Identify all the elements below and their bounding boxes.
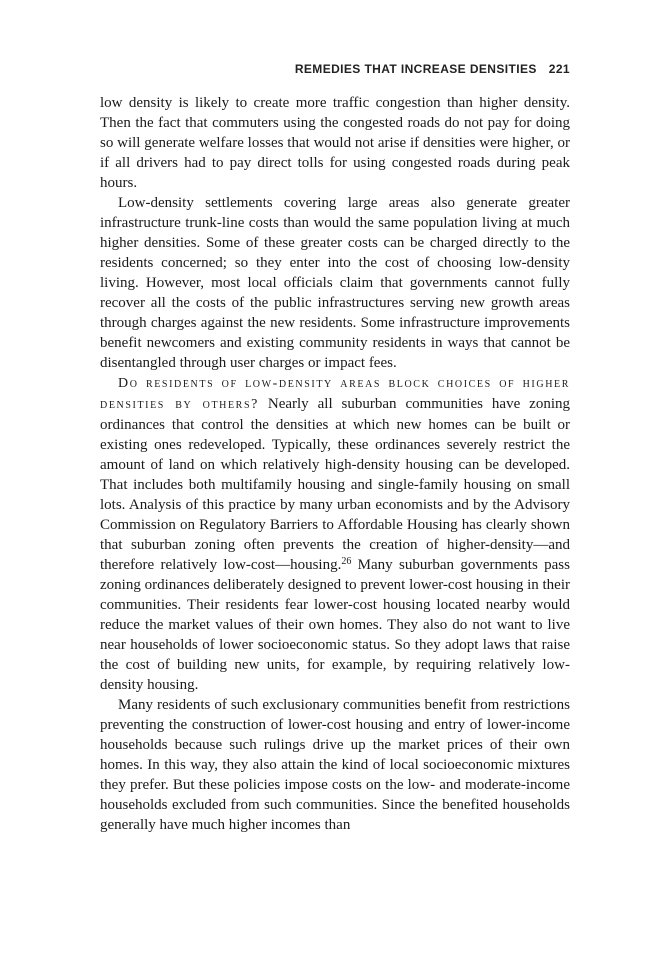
running-head-title: REMEDIES THAT INCREASE DENSITIES [294, 62, 537, 76]
run-in-heading: Do residents of low-density areas block choices of higher densities by others? [100, 376, 570, 412]
body-text [100, 93, 570, 835]
paragraph-zoning [100, 373, 570, 695]
paragraph-traffic-congestion: low density is likely to create more traffic congestion than higher density. Then the fact that commuters using the congested roads do not pay for doing so will generate welfare losses that would not arise if densities were higher, or if all drivers had to pay direct tolls for using congested roads during peak hours. [100, 95, 570, 191]
paragraph-zoning-text-continued: Many suburban governments pass zoning ordinances deliberately designed to prevent lower-cost housing in their communities. Their residents fear lower-cost housing located nearby would reduce the market values of their own homes. They also do not want to live near households of lower socioeconomic status. So they adopt laws that raise the cost of building new units, for example, by requiring relatively low-density housing. [100, 557, 570, 693]
footnote-reference[interactable]: 26 [341, 556, 352, 567]
paragraph-zoning-text: Nearly all suburban communities have zoning ordinances that control the densities at which new homes can be built or existing ones redeveloped. Typically, these ordinances severely restrict the amount of land on which relatively high-density housing can be developed. That includes both multifamily housing and single-family housing on small lots. Analysis of this practice by many urban economists and by the Advisory Commission on Regulatory Barriers to Affordable Housing has clearly shown that suburban zoning often prevents the creation of higher-density—and therefore relatively low-cost—housing. [100, 396, 570, 573]
paragraph-exclusionary-communities: Many residents of such exclusionary communities benefit from restrictions preventing the construction of lower-cost housing and entry of lower-income households because such rulings drive up the market prices of their own homes. In this way, they also attain the kind of local socioeconomic mixtures they prefer. But these policies impose costs on the low- and moderate-income households excluded from such communities. Since the benefited households generally have much higher incomes than [100, 697, 570, 833]
running-head [295, 62, 570, 76]
paragraph-infrastructure-costs: Low-density settlements covering large areas also generate greater infrastructure trunk-line costs than would the same population living at much higher densities. Some of these greater costs can be charged directly to the residents concerned; so they enter into the cost of choosing low-density living. However, most local officials claim that governments cannot fully recover all the costs of the public infrastructures serving new growth areas through charges against the new residents. Some infrastructure improvements benefit newcomers and existing community residents in ways that cannot be disentangled through user charges or impact fees. [100, 195, 570, 371]
page-number: 221 [548, 62, 570, 76]
